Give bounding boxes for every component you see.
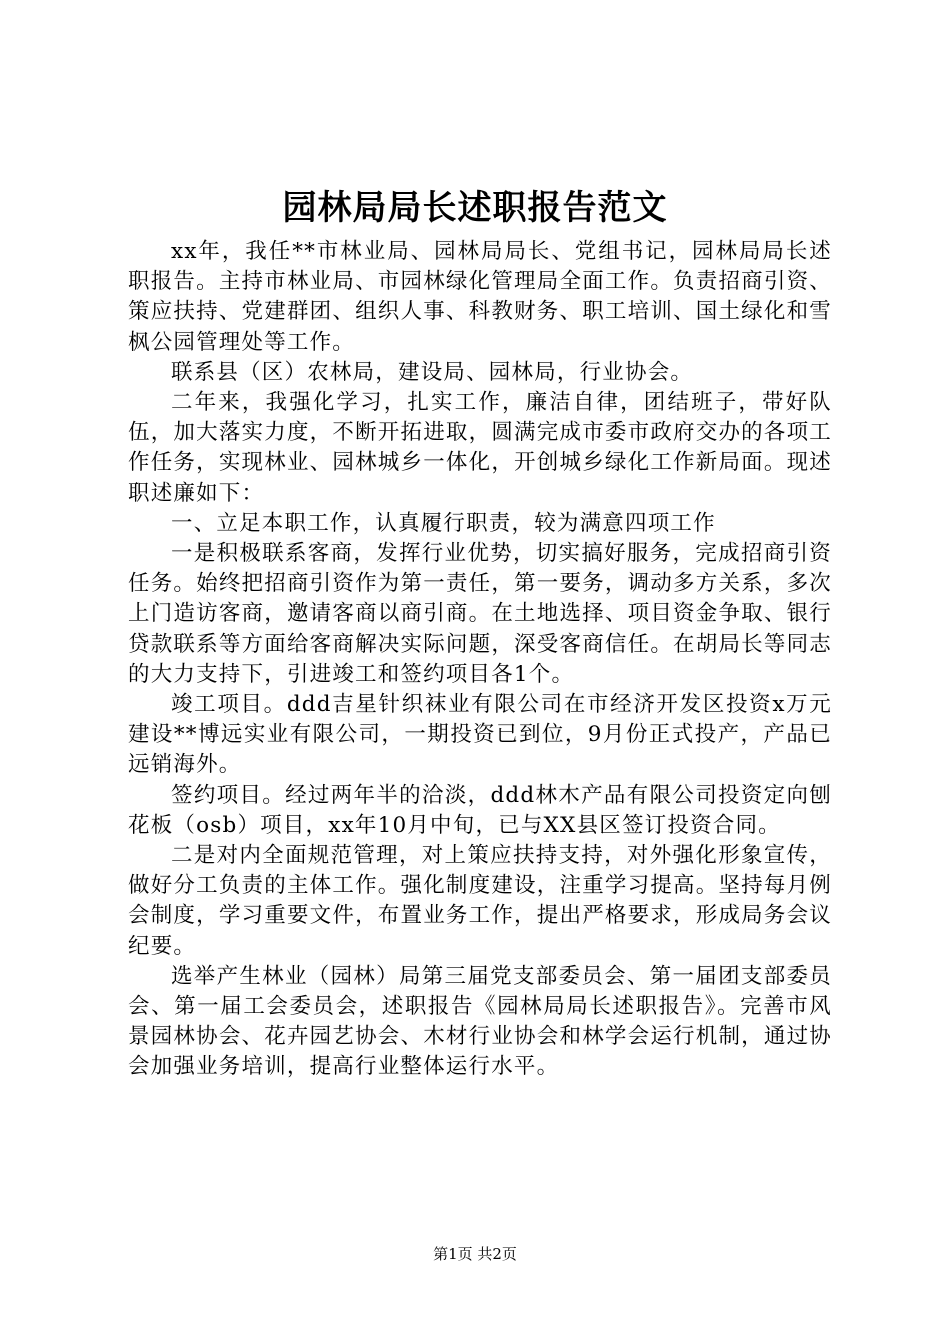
paragraph-5: 竣工项目。ddd吉星针织袜业有限公司在市经济开发区投资x万元建设**博远实业有限公司，一期投资已到位，9月份正式投产，产品已远销海外。 (128, 692, 832, 778)
paragraph-3: 二年来，我强化学习，扎实工作，廉洁自律，团结班子，带好队伍，加大落实力度，不断开拓进取，圆满完成市委市政府交办的各项工作任务，实现林业、园林城乡一体化，开创城乡绿化工作新局面。现述职述廉如下： (128, 390, 832, 506)
page-number-footer: 第1页 共2页 (433, 1245, 517, 1263)
paragraph-2: 联系县（区）农林局，建设局、园林局，行业协会。 (171, 359, 694, 385)
paragraph-1: xx年，我任**市林业局、园林局局长、党组书记，园林局局长述职报告。主持市林业局、市园林绿化管理局全面工作。负责招商引资、策应扶持、党建群团、组织人事、科教财务、职工培训、国土绿化和雪枫公园管理处等工作。 (128, 239, 832, 355)
document-title: 园林局局长述职报告范文 (282, 188, 668, 228)
paragraph-4: 一是积极联系客商，发挥行业优势，切实搞好服务，完成招商引资任务。始终把招商引资作为第一责任，第一要务，调动多方关系，多次上门造访客商，邀请客商以商引商。在土地选择、项目资金争取、银行贷款联系等方面给客商解决实际问题，深受客商信任。在胡局长等同志的大力支持下，引进竣工和签约项目各1个。 (128, 541, 832, 687)
paragraph-7: 二是对内全面规范管理，对上策应扶持支持，对外强化形象宣传，做好分工负责的主体工作。强化制度建设，注重学习提高。坚持每月例会制度，学习重要文件，布置业务工作，提出严格要求，形成局务会议纪要。 (128, 843, 832, 959)
paragraph-6: 签约项目。经过两年半的洽淡，ddd林木产品有限公司投资定向刨花板（osb）项目，xx年10月中旬，已与XX县区签订投资合同。 (128, 782, 832, 838)
paragraph-8: 选举产生林业（园林）局第三届党支部委员会、第一届团支部委员会、第一届工会委员会，述职报告《园林局局长述职报告》。完善市风景园林协会、花卉园艺协会、木材行业协会和林学会运行机制，通过协会加强业务培训，提高行业整体运行水平。 (128, 963, 832, 1080)
document-body (128, 237, 832, 1083)
section-heading-1: 一、立足本职工作，认真履行职责，较为满意四项工作 (171, 510, 716, 536)
